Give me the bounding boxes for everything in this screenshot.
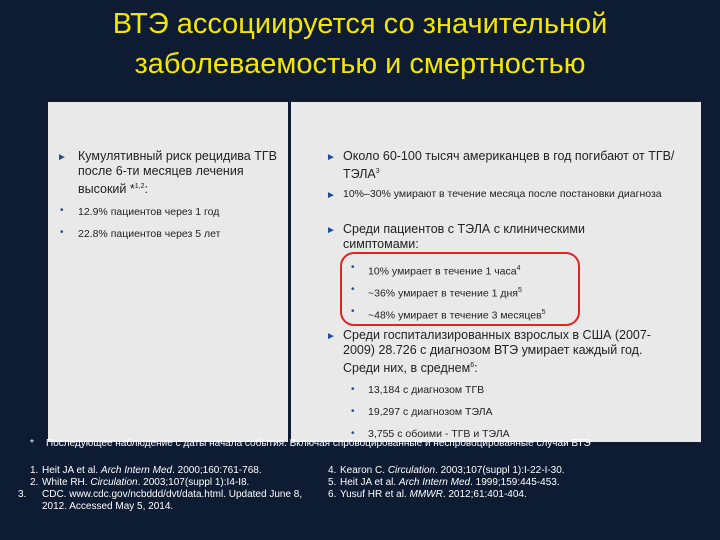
arrow-bullet-icon: ► [326,152,336,163]
reference-journal: Circulation [387,465,436,476]
right-bullet-1 [343,149,693,182]
reference-text: . 1999;159:445-453. [470,477,560,488]
reference-number: 5. [328,477,337,488]
reference-journal: MMWR [409,489,443,500]
dot-bullet-icon: • [351,262,355,273]
dot-bullet-icon: • [351,406,355,417]
reference-journal: Arch Intern Med [100,465,173,476]
reference-text: White RH. [42,477,91,488]
reference-number: 3. [18,489,27,500]
right-bullet-4 [343,328,673,376]
footnote-text: Последующее наблюдение с даты начала события. Включая спровоцированные и неспровоцированные случаи ВТЭ [46,438,591,449]
right-bullet-3: Среди пациентов с ТЭЛА с клиническими симптомами: [343,222,585,251]
dot-bullet-icon: • [60,205,64,216]
right-bullet-3-sub-2-sup: 5 [517,287,522,294]
reference-3 [18,489,310,513]
reference-journal: Arch Intern Med [398,477,471,488]
right-bullet-4-sub-3: 3,755 с обоими - ТГВ и ТЭЛА [368,428,510,440]
left-main-bullet [78,149,278,197]
right-bullet-1-sup: 3 [375,168,380,175]
reference-text: . 2003;107(suppl 1):I4-I8. [137,477,250,488]
dot-bullet-icon: • [60,227,64,238]
left-sub-1: 12.9% пациентов через 1 год [78,206,220,218]
references-left [18,465,320,513]
right-bullet-1-text: Около 60-100 тысяч американцев в год погибают от ТГВ/ТЭЛА [343,149,675,182]
reference-journal: Circulation [90,477,138,488]
reference-4 [328,465,708,477]
left-main-text: Кумулятивный риск рецидива ТГВ после 6-ти месяцев лечения высокий * [78,149,277,197]
right-bullet-4-text: Среди госпитализированных взрослых в США (2007-2009) 28.726 с диагнозом ВТЭ умирает каждый год. Среди них, в среднем [343,328,651,376]
reference-number: 4. [328,465,337,476]
arrow-bullet-icon: ► [326,331,336,342]
arrow-bullet-icon: ► [326,225,336,236]
left-main-sup: 1,2 [134,183,145,190]
right-bullet-4-end: : [474,361,478,376]
reference-text: . 2000;160:761-768. [172,465,262,476]
arrow-bullet-icon: ► [326,190,336,201]
reference-2 [30,477,320,489]
reference-text: Kearon C. [340,465,388,476]
reference-text: . 2003;107(suppl 1):I-22-I-30. [435,465,565,476]
title-line-2: заболеваемостью и смертностью [134,48,586,80]
dot-bullet-icon: • [351,284,355,295]
reference-number: 2. [30,477,39,488]
right-bullet-4-sup: 6 [470,362,475,369]
title-line-1: ВТЭ ассоциируется со значительной [112,8,608,40]
reference-text: Heit JA et al. [340,477,399,488]
left-main-end: : [144,182,148,197]
reference-6 [328,489,708,501]
footnote-mark: * [30,438,34,449]
right-bullet-3-sub-1-text: 10% умирает в течение 1 часа [368,265,517,278]
right-bullet-4-sub-2: 19,297 с диагнозом ТЭЛА [368,406,493,418]
right-bullet-3-sub-2-text: ~36% умирает в течение 1 дня [368,287,518,300]
dot-bullet-icon: • [351,306,355,317]
right-bullet-3-sub-3-text: ~48% умирает в течение 3 месяцев [368,309,542,322]
slide-title [0,4,720,84]
dot-bullet-icon: • [351,428,355,439]
right-bullet-3-sub-1-sup: 4 [516,265,521,272]
left-panel [48,102,288,442]
reference-text: Heit JA et al. [42,465,101,476]
reference-1 [30,465,320,477]
right-bullet-4-sub-1: 13,184 с диагнозом ТГВ [368,384,485,396]
references-right [328,465,708,501]
dot-bullet-icon: • [351,384,355,395]
reference-text: . 2012;61:401-404. [442,489,527,500]
left-sub-2: 22.8% пациентов через 5 лет [78,228,221,240]
reference-number: 1. [30,465,39,476]
reference-number: 6. [328,489,337,500]
reference-text: Yusuf HR et al. [340,489,410,500]
reference-5 [328,477,708,489]
highlight-circle [340,252,580,326]
arrow-bullet-icon: ► [57,152,67,163]
reference-text: CDC. www.cdc.gov/ncbddd/dvt/data.html. Updated June 8, 2012. Accessed May 5, 2014. [42,489,303,512]
right-bullet-3-sub-3-sup: 5 [541,309,546,316]
right-bullet-2: 10%–30% умирают в течение месяца после постановки диагноза [343,188,662,200]
